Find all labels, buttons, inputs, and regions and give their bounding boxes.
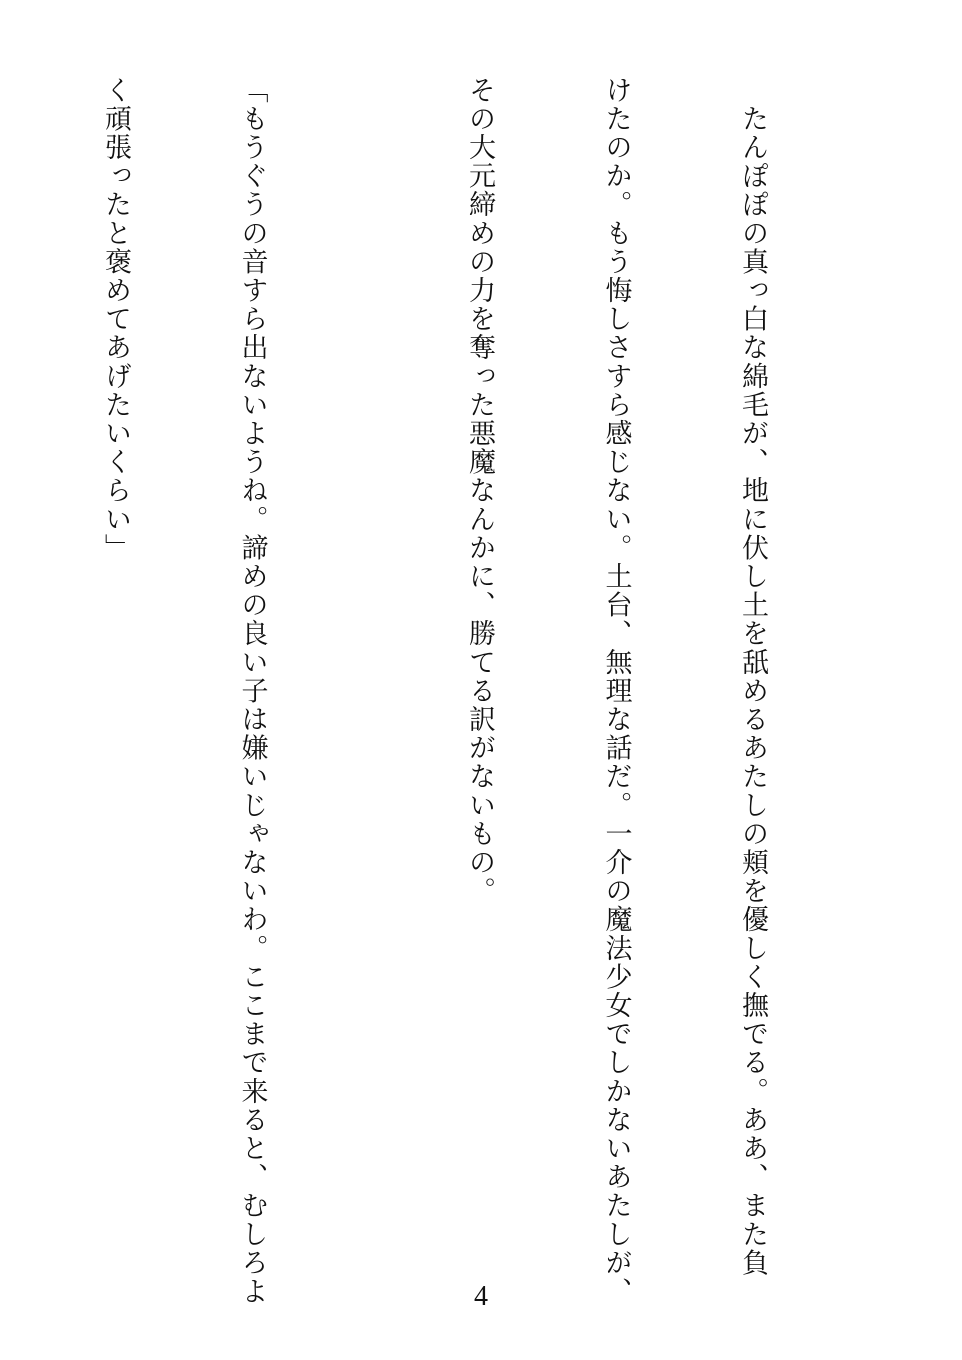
text-line: その大元締めの力を奪った悪魔なんかに、勝てる訳がないもの。 <box>464 76 495 906</box>
text-line: たんぽぽの真っ白な綿毛が、地に伏し土を舐めるあたしの頬を優しく撫でる。ああ、また負 <box>737 76 768 1278</box>
text-line: く頑張ったと褒めてあげたいくらい」 <box>100 76 131 563</box>
page-number: 4 <box>474 1281 488 1312</box>
text-line: 「もうぐうの音すら出ないようね。諦めの良い子は嫌いじゃないわ。ここまで来ると、むしろよ <box>236 76 268 1306</box>
vertical-text-body <box>0 76 866 1306</box>
text-line: けたのか。もう悔しさすら感じない。土台、無理な話だ。一介の魔法少女でしかないあたしが、 <box>600 76 632 1306</box>
text-line <box>0 76 2 1286</box>
